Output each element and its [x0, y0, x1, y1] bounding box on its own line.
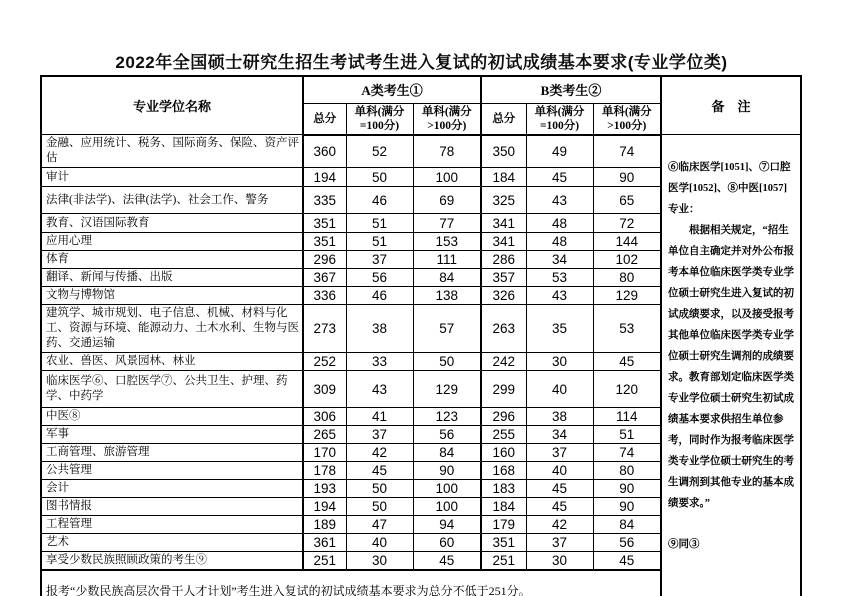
score-cell: 296	[303, 251, 346, 269]
score-cell: 78	[413, 135, 481, 168]
score-cell: 49	[526, 135, 593, 168]
score-cell: 53	[593, 305, 661, 353]
score-cell: 94	[413, 516, 481, 534]
score-cell: 53	[526, 269, 593, 287]
score-cell: 335	[303, 187, 346, 214]
score-cell: 138	[413, 287, 481, 305]
score-cell: 183	[481, 480, 526, 498]
program-name-cell: 公共管理	[41, 462, 303, 480]
program-name-cell: 审计	[41, 168, 303, 187]
score-cell: 84	[413, 269, 481, 287]
score-cell: 30	[526, 552, 593, 571]
score-cell: 153	[413, 233, 481, 251]
score-cell: 84	[593, 516, 661, 534]
score-cell: 299	[481, 371, 526, 408]
column-header-a-total: 总分	[303, 103, 346, 135]
program-name-cell: 应用心理	[41, 233, 303, 251]
score-cell: 43	[526, 187, 593, 214]
score-cell: 361	[303, 534, 346, 552]
program-name-cell: 文物与博物馆	[41, 287, 303, 305]
score-cell: 102	[593, 251, 661, 269]
score-cell: 326	[481, 287, 526, 305]
score-cell: 50	[346, 168, 413, 187]
score-requirements-table	[40, 75, 802, 596]
score-cell: 168	[481, 462, 526, 480]
score-cell: 40	[346, 534, 413, 552]
score-cell: 84	[413, 444, 481, 462]
score-cell: 184	[481, 498, 526, 516]
score-cell: 74	[593, 135, 661, 168]
score-cell: 37	[526, 534, 593, 552]
score-cell: 286	[481, 251, 526, 269]
program-name-cell: 艺术	[41, 534, 303, 552]
score-cell: 46	[346, 187, 413, 214]
column-header-b-subject-100: 单科(满分=100分)	[526, 103, 593, 135]
program-name-cell: 工程管理	[41, 516, 303, 534]
score-cell: 306	[303, 408, 346, 426]
score-cell: 50	[346, 498, 413, 516]
score-cell: 40	[526, 462, 593, 480]
score-cell: 351	[481, 534, 526, 552]
score-cell: 184	[481, 168, 526, 187]
score-cell: 251	[303, 552, 346, 571]
program-name-cell: 翻译、新闻与传播、出版	[41, 269, 303, 287]
score-cell: 51	[346, 233, 413, 251]
page-title: 2022年全国硕士研究生招生考试考生进入复试的初试成绩基本要求(专业学位类)	[115, 53, 728, 72]
score-cell: 40	[526, 371, 593, 408]
column-header-a-subject-100: 单科(满分=100分)	[346, 103, 413, 135]
score-cell: 160	[481, 444, 526, 462]
score-cell: 38	[346, 305, 413, 353]
score-cell: 351	[303, 233, 346, 251]
score-cell: 90	[593, 168, 661, 187]
score-cell: 41	[346, 408, 413, 426]
score-cell: 69	[413, 187, 481, 214]
score-cell: 194	[303, 498, 346, 516]
score-cell: 80	[593, 462, 661, 480]
score-cell: 37	[346, 426, 413, 444]
column-header-program-name: 专业学位名称	[41, 76, 303, 135]
score-cell: 296	[481, 408, 526, 426]
program-name-cell: 图书情报	[41, 498, 303, 516]
score-cell: 80	[593, 269, 661, 287]
score-cell: 194	[303, 168, 346, 187]
program-name-cell: 教育、汉语国际教育	[41, 214, 303, 233]
score-cell: 111	[413, 251, 481, 269]
column-header-b-subject-gt100: 单科(满分>100分)	[593, 103, 661, 135]
score-cell: 45	[593, 353, 661, 371]
minority-plan-note: 报考“少数民族高层次骨干人才计划”考生进入复试的初试成绩基本要求为总分不低于251分。	[41, 570, 661, 596]
table-row	[41, 135, 801, 168]
score-cell: 263	[481, 305, 526, 353]
score-cell: 37	[526, 444, 593, 462]
column-header-a-subject-gt100: 单科(满分>100分)	[413, 103, 481, 135]
score-cell: 51	[593, 426, 661, 444]
score-cell: 120	[593, 371, 661, 408]
program-name-cell: 中医⑧	[41, 408, 303, 426]
score-cell: 45	[526, 480, 593, 498]
program-name-cell: 临床医学⑥、口腔医学⑦、公共卫生、护理、药学、中药学	[41, 371, 303, 408]
score-cell: 45	[526, 168, 593, 187]
remark-note-footnote: ⑨同③	[668, 539, 700, 550]
score-cell: 65	[593, 187, 661, 214]
score-cell: 255	[481, 426, 526, 444]
program-name-cell: 会计	[41, 480, 303, 498]
score-cell: 56	[413, 426, 481, 444]
score-cell: 45	[593, 552, 661, 571]
score-cell: 251	[481, 552, 526, 571]
score-cell: 178	[303, 462, 346, 480]
score-cell: 57	[413, 305, 481, 353]
score-cell: 129	[593, 287, 661, 305]
column-header-remark: 备 注	[661, 76, 801, 135]
remark-notes-cell	[661, 135, 801, 596]
score-cell: 72	[593, 214, 661, 233]
program-name-cell: 建筑学、城市规划、电子信息、机械、材料与化工、资源与环境、能源动力、土木水利、生物与医药、交通运输	[41, 305, 303, 353]
score-cell: 38	[526, 408, 593, 426]
score-cell: 56	[346, 269, 413, 287]
program-name-cell: 军事	[41, 426, 303, 444]
score-cell: 37	[346, 251, 413, 269]
program-name-cell: 体育	[41, 251, 303, 269]
score-cell: 179	[481, 516, 526, 534]
score-cell: 45	[413, 552, 481, 571]
score-cell: 60	[413, 534, 481, 552]
score-cell: 48	[526, 214, 593, 233]
score-cell: 189	[303, 516, 346, 534]
score-cell: 35	[526, 305, 593, 353]
score-cell: 100	[413, 168, 481, 187]
score-cell: 33	[346, 353, 413, 371]
score-cell: 367	[303, 269, 346, 287]
score-cell: 252	[303, 353, 346, 371]
score-cell: 170	[303, 444, 346, 462]
score-cell: 90	[593, 480, 661, 498]
score-cell: 144	[593, 233, 661, 251]
score-cell: 30	[346, 552, 413, 571]
score-cell: 43	[346, 371, 413, 408]
score-cell: 56	[593, 534, 661, 552]
program-name-cell: 农业、兽医、风景园林、林业	[41, 353, 303, 371]
header-row-groups	[41, 76, 801, 103]
score-cell: 47	[346, 516, 413, 534]
score-cell: 51	[346, 214, 413, 233]
score-cell: 34	[526, 251, 593, 269]
score-cell: 350	[481, 135, 526, 168]
program-name-cell: 法律(非法学)、法律(法学)、社会工作、警务	[41, 187, 303, 214]
score-cell: 242	[481, 353, 526, 371]
score-cell: 42	[526, 516, 593, 534]
score-cell: 341	[481, 214, 526, 233]
score-cell: 45	[526, 498, 593, 516]
program-name-cell: 享受少数民族照顾政策的考生⑨	[41, 552, 303, 571]
score-cell: 100	[413, 480, 481, 498]
score-cell: 74	[593, 444, 661, 462]
score-cell: 129	[413, 371, 481, 408]
score-cell: 48	[526, 233, 593, 251]
score-cell: 265	[303, 426, 346, 444]
score-cell: 45	[346, 462, 413, 480]
score-cell: 90	[413, 462, 481, 480]
score-cell: 273	[303, 305, 346, 353]
score-cell: 114	[593, 408, 661, 426]
column-header-group-a: A类考生①	[303, 76, 481, 103]
score-cell: 50	[346, 480, 413, 498]
score-cell: 34	[526, 426, 593, 444]
score-cell: 43	[526, 287, 593, 305]
program-name-cell: 工商管理、旅游管理	[41, 444, 303, 462]
score-cell: 309	[303, 371, 346, 408]
score-cell: 357	[481, 269, 526, 287]
score-cell: 341	[481, 233, 526, 251]
score-cell: 360	[303, 135, 346, 168]
score-cell: 42	[346, 444, 413, 462]
score-cell: 46	[346, 287, 413, 305]
score-cell: 123	[413, 408, 481, 426]
score-cell: 100	[413, 498, 481, 516]
column-header-group-b: B类考生②	[481, 76, 661, 103]
program-name-cell: 金融、应用统计、税务、国际商务、保险、资产评估	[41, 135, 303, 168]
score-cell: 336	[303, 287, 346, 305]
score-cell: 30	[526, 353, 593, 371]
score-cell: 52	[346, 135, 413, 168]
score-cell: 351	[303, 214, 346, 233]
remark-note-heading: ⑥临床医学[1051]、⑦口腔医学[1052]、⑧中医[1057]专业：	[668, 162, 791, 215]
remark-note-body: 根据相关规定，“招生单位自主确定并对外公布报考本单位临床医学类专业学位硕士研究生进入复试的初试成绩要求，以及接受报考其他单位临床医学类专业学位硕士研究生调剂的成绩要求。教育部划定临床医学类专业学位硕士研究生初试成绩基本要求供招生单位参考，同时作为报考临床医学类专业学位硕士研究生的考生调剂到其他专业的基本成绩要求。”	[668, 225, 795, 509]
score-cell: 50	[413, 353, 481, 371]
score-cell: 193	[303, 480, 346, 498]
score-cell: 90	[593, 498, 661, 516]
column-header-b-total: 总分	[481, 103, 526, 135]
score-cell: 77	[413, 214, 481, 233]
score-cell: 325	[481, 187, 526, 214]
